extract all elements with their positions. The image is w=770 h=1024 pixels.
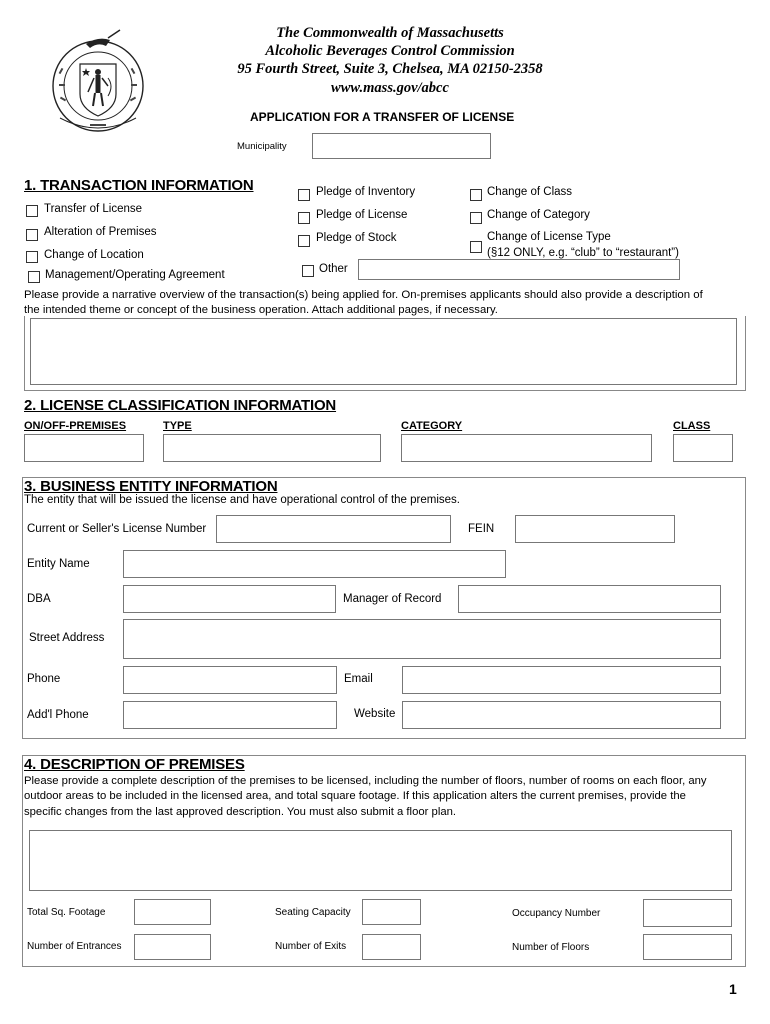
label-pledge-of-license: Pledge of License [316,209,408,221]
checkbox-pledge-of-license[interactable] [298,212,310,224]
label-pledge-of-stock: Pledge of Stock [316,232,397,244]
checkbox-management-agreement[interactable] [28,271,40,283]
checkbox-other[interactable] [302,265,314,277]
municipality-input[interactable] [312,133,491,159]
label-street-address: Street Address [29,632,105,644]
label-entity-name: Entity Name [27,558,90,570]
label-alteration-of-premises: Alteration of Premises [44,226,157,238]
seating-capacity-input[interactable] [362,899,421,925]
website-input[interactable] [402,701,721,729]
class-input[interactable] [673,434,733,462]
fein-input[interactable] [515,515,675,543]
label-number-of-exits: Number of Exits [275,941,347,952]
section4-title: 4. DESCRIPTION OF PREMISES [24,756,245,773]
massachusetts-seal [50,26,146,134]
label-number-of-floors: Number of Floors [512,942,590,953]
section2-title: 2. LICENSE CLASSIFICATION INFORMATION [24,397,337,414]
checkbox-pledge-of-inventory[interactable] [298,189,310,201]
checkbox-change-of-license-type[interactable] [470,241,482,253]
label-pledge-of-inventory: Pledge of Inventory [316,186,416,198]
header-line-1: The Commonwealth of Massachusetts [276,25,504,41]
premises-instruction-line-3: specific changes from the last approved description. You must also submit a floor plan. [24,806,457,818]
header-line-4: www.mass.gov/abcc [331,80,449,96]
application-title: APPLICATION FOR A TRANSFER OF LICENSE [250,110,515,124]
total-sq-footage-input[interactable] [134,899,211,925]
license-number-input[interactable] [216,515,451,543]
number-of-exits-input[interactable] [362,934,421,960]
label-management-agreement: Management/Operating Agreement [45,269,225,281]
other-input[interactable] [358,259,680,280]
label-change-of-category: Change of Category [487,209,590,221]
label-license-number: Current or Seller's License Number [27,523,207,535]
column-type: TYPE [163,420,192,432]
premises-instruction-line-2: outdoor areas to be included in the licensed area, and total square footage. If this application alters the current premises, provide the [24,790,686,802]
checkbox-alteration-of-premises[interactable] [26,229,38,241]
label-change-of-location: Change of Location [44,249,144,261]
checkbox-change-of-category[interactable] [470,212,482,224]
checkbox-pledge-of-stock[interactable] [298,235,310,247]
manager-of-record-input[interactable] [458,585,721,613]
label-seating-capacity: Seating Capacity [275,907,351,918]
column-on-off-premises: ON/OFF-PREMISES [24,420,127,432]
premises-instruction-line-1: Please provide a complete description of the premises to be licensed, including the number of floors, number of rooms on each floor, any [24,775,707,787]
premises-description-textarea[interactable] [29,830,732,891]
section1-title: 1. TRANSACTION INFORMATION [24,177,254,194]
label-change-of-license-type: Change of License Type [487,231,611,243]
narrative-instruction-line-2: the intended theme or concept of the business operation. Attach additional pages, if necessary. [24,304,498,316]
label-occupancy-number: Occupancy Number [512,908,601,919]
label-transfer-of-license: Transfer of License [44,203,143,215]
header-line-2: Alcoholic Beverages Control Commission [265,43,515,59]
number-of-entrances-input[interactable] [134,934,211,960]
street-address-input[interactable] [123,619,721,659]
occupancy-number-input[interactable] [643,899,732,927]
column-class: CLASS [673,420,711,432]
type-input[interactable] [163,434,381,462]
email-input[interactable] [402,666,721,694]
label-total-sq-footage: Total Sq. Footage [27,907,106,918]
section3-title: 3. BUSINESS ENTITY INFORMATION [24,478,278,495]
category-input[interactable] [401,434,652,462]
municipality-label: Municipality [237,141,287,152]
number-of-floors-input[interactable] [643,934,732,960]
label-website: Website [354,708,396,720]
entity-name-input[interactable] [123,550,506,578]
label-addl-phone: Add'l Phone [27,709,89,721]
label-change-of-class: Change of Class [487,186,573,198]
checkbox-change-of-class[interactable] [470,189,482,201]
checkbox-transfer-of-license[interactable] [26,205,38,217]
addl-phone-input[interactable] [123,701,337,729]
column-category: CATEGORY [401,420,463,432]
label-email: Email [344,673,373,685]
label-license-type-note: (§12 ONLY, e.g. “club” to “restaurant”) [487,247,679,259]
section3-subtitle: The entity that will be issued the license and have operational control of the premises. [24,494,460,506]
label-number-of-entrances: Number of Entrances [27,941,122,952]
section1-frame [24,316,746,391]
label-fein: FEIN [468,523,495,535]
label-other: Other [319,263,348,275]
phone-input[interactable] [123,666,337,694]
label-manager-of-record: Manager of Record [343,593,442,605]
page-number: 1 [729,981,737,997]
dba-input[interactable] [123,585,336,613]
narrative-instruction-line-1: Please provide a narrative overview of the transaction(s) being applied for. On-premises applicants should also provide a description of [24,289,703,301]
checkbox-change-of-location[interactable] [26,251,38,263]
header-line-3: 95 Fourth Street, Suite 3, Chelsea, MA 02150-2358 [237,61,543,77]
label-dba: DBA [27,593,51,605]
on-off-premises-input[interactable] [24,434,144,462]
label-phone: Phone [27,673,61,685]
